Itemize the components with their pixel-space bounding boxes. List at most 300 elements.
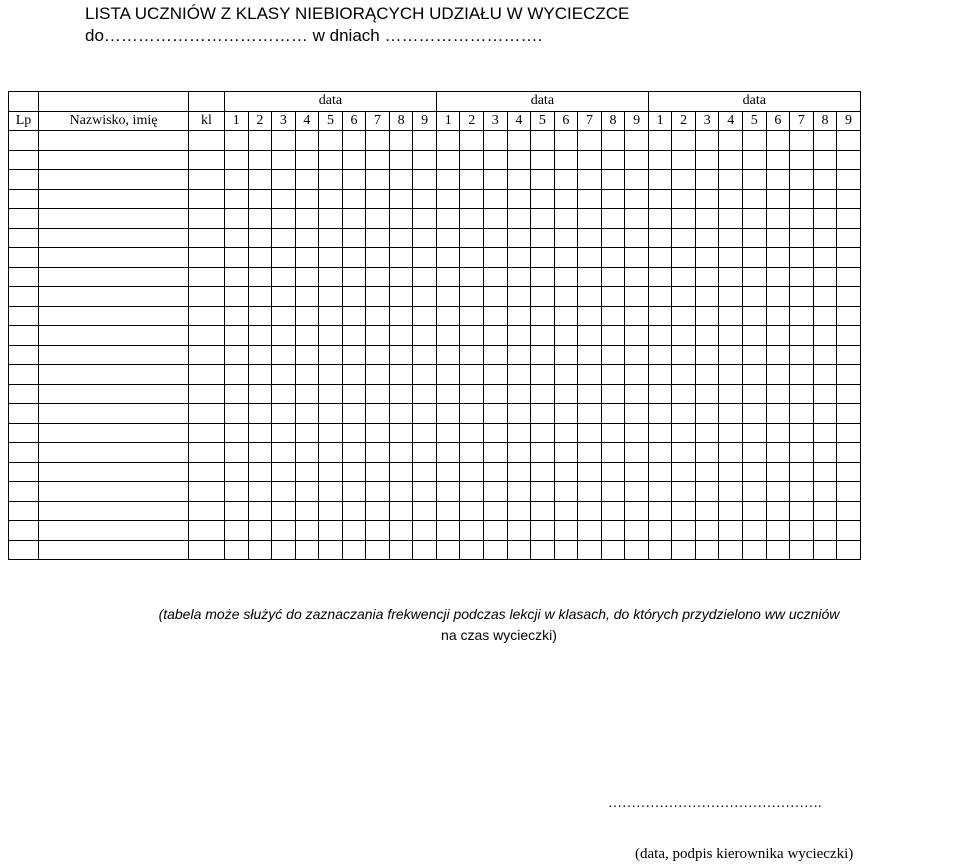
empty-cell (389, 384, 413, 404)
empty-cell (436, 345, 460, 365)
empty-cell (601, 404, 625, 424)
empty-cell (225, 131, 249, 151)
empty-cell (295, 248, 319, 268)
empty-cell (531, 131, 555, 151)
empty-cell (837, 384, 861, 404)
empty-cell (272, 423, 296, 443)
note-line-2: na czas wycieczki) (441, 627, 557, 643)
empty-cell (554, 423, 578, 443)
empty-cell (695, 248, 719, 268)
empty-cell (366, 423, 390, 443)
empty-cell (719, 345, 743, 365)
empty-cell (389, 443, 413, 463)
empty-cell (389, 345, 413, 365)
student-row (9, 443, 861, 463)
empty-cell (695, 482, 719, 502)
empty-cell (507, 443, 531, 463)
empty-cell (9, 306, 39, 326)
empty-cell (342, 228, 366, 248)
empty-cell (766, 131, 790, 151)
empty-cell (578, 248, 602, 268)
empty-cell (507, 228, 531, 248)
empty-cell (601, 462, 625, 482)
empty-cell (837, 248, 861, 268)
empty-cell (766, 267, 790, 287)
empty-cell (248, 540, 272, 560)
empty-cell (554, 462, 578, 482)
empty-cell (790, 150, 814, 170)
empty-cell (248, 131, 272, 151)
empty-cell (554, 150, 578, 170)
empty-cell (648, 267, 672, 287)
empty-cell (319, 404, 343, 424)
empty-cell (743, 521, 767, 541)
empty-cell (766, 209, 790, 229)
empty-cell (790, 345, 814, 365)
empty-cell (366, 404, 390, 424)
empty-cell (719, 326, 743, 346)
empty-cell (790, 384, 814, 404)
empty-cell (9, 345, 39, 365)
empty-cell (625, 404, 649, 424)
empty-cell (389, 189, 413, 209)
empty-cell (9, 131, 39, 151)
empty-cell (389, 326, 413, 346)
empty-cell (413, 540, 437, 560)
empty-cell (648, 306, 672, 326)
empty-cell (790, 365, 814, 385)
empty-cell (625, 228, 649, 248)
empty-cell (272, 209, 296, 229)
empty-cell (342, 209, 366, 229)
empty-cell (695, 287, 719, 307)
empty-cell (554, 443, 578, 463)
empty-cell (790, 248, 814, 268)
empty-cell (39, 287, 189, 307)
empty-cell (813, 365, 837, 385)
empty-cell (601, 501, 625, 521)
empty-cell (413, 287, 437, 307)
empty-cell (813, 462, 837, 482)
empty-cell (719, 189, 743, 209)
empty-cell (9, 150, 39, 170)
empty-cell (342, 306, 366, 326)
empty-cell (272, 384, 296, 404)
empty-cell (484, 326, 508, 346)
empty-cell (648, 404, 672, 424)
empty-cell (672, 443, 696, 463)
empty-cell (578, 384, 602, 404)
empty-cell (837, 482, 861, 502)
attendance-table (8, 91, 861, 560)
empty-cell (366, 306, 390, 326)
empty-cell (601, 540, 625, 560)
empty-cell (272, 404, 296, 424)
empty-cell (295, 365, 319, 385)
empty-cell (625, 462, 649, 482)
empty-cell (248, 443, 272, 463)
empty-cell (189, 501, 225, 521)
student-row (9, 482, 861, 502)
empty-cell (578, 345, 602, 365)
student-row (9, 345, 861, 365)
empty-cell (766, 521, 790, 541)
empty-cell (578, 209, 602, 229)
empty-cell (484, 521, 508, 541)
empty-cell (813, 228, 837, 248)
empty-cell (225, 521, 249, 541)
empty-cell (507, 540, 531, 560)
empty-cell (601, 365, 625, 385)
empty-cell (813, 384, 837, 404)
empty-cell (225, 482, 249, 502)
empty-cell (813, 189, 837, 209)
empty-cell (248, 365, 272, 385)
empty-cell (625, 345, 649, 365)
empty-cell (319, 267, 343, 287)
empty-cell (248, 228, 272, 248)
empty-cell (695, 189, 719, 209)
empty-cell (554, 267, 578, 287)
empty-cell (484, 189, 508, 209)
empty-cell (648, 521, 672, 541)
empty-cell (554, 540, 578, 560)
empty-cell (272, 462, 296, 482)
empty-cell (9, 384, 39, 404)
empty-cell (648, 131, 672, 151)
empty-cell (460, 189, 484, 209)
empty-cell (413, 423, 437, 443)
student-row (9, 228, 861, 248)
empty-cell (225, 345, 249, 365)
empty-cell (695, 345, 719, 365)
empty-cell (695, 306, 719, 326)
empty-cell (672, 209, 696, 229)
empty-cell (837, 209, 861, 229)
student-row (9, 189, 861, 209)
empty-cell (507, 267, 531, 287)
empty-cell (366, 189, 390, 209)
empty-cell (9, 540, 39, 560)
empty-cell (766, 189, 790, 209)
empty-cell (790, 287, 814, 307)
empty-cell (460, 443, 484, 463)
empty-cell (719, 540, 743, 560)
empty-cell (436, 482, 460, 502)
empty-cell (225, 150, 249, 170)
empty-cell (601, 150, 625, 170)
empty-cell (319, 306, 343, 326)
empty-cell (295, 384, 319, 404)
empty-cell (813, 287, 837, 307)
empty-cell (460, 423, 484, 443)
empty-cell (295, 501, 319, 521)
empty-cell (484, 228, 508, 248)
header-blank-cell (189, 92, 225, 112)
empty-cell (436, 540, 460, 560)
empty-cell (648, 228, 672, 248)
empty-cell (39, 404, 189, 424)
empty-cell (484, 365, 508, 385)
empty-cell (648, 345, 672, 365)
empty-cell (813, 521, 837, 541)
empty-cell (189, 345, 225, 365)
empty-cell (295, 423, 319, 443)
empty-cell (319, 326, 343, 346)
empty-cell (366, 501, 390, 521)
empty-cell (648, 423, 672, 443)
empty-cell (389, 404, 413, 424)
empty-cell (389, 365, 413, 385)
empty-cell (695, 209, 719, 229)
empty-cell (743, 423, 767, 443)
empty-cell (648, 209, 672, 229)
empty-cell (460, 521, 484, 541)
empty-cell (531, 501, 555, 521)
student-row (9, 209, 861, 229)
empty-cell (39, 228, 189, 248)
empty-cell (719, 384, 743, 404)
empty-cell (625, 131, 649, 151)
empty-cell (672, 170, 696, 190)
empty-cell (507, 404, 531, 424)
empty-cell (790, 521, 814, 541)
empty-cell (413, 384, 437, 404)
empty-cell (743, 345, 767, 365)
empty-cell (366, 462, 390, 482)
empty-cell (319, 540, 343, 560)
empty-cell (272, 306, 296, 326)
empty-cell (554, 482, 578, 502)
empty-cell (531, 170, 555, 190)
empty-cell (837, 267, 861, 287)
lesson-number-header: 3 (272, 111, 296, 131)
empty-cell (554, 209, 578, 229)
empty-cell (189, 150, 225, 170)
empty-cell (743, 131, 767, 151)
empty-cell (695, 384, 719, 404)
lesson-number-header: 3 (695, 111, 719, 131)
student-row (9, 267, 861, 287)
empty-cell (389, 150, 413, 170)
empty-cell (460, 482, 484, 502)
empty-cell (436, 326, 460, 346)
empty-cell (366, 345, 390, 365)
empty-cell (531, 248, 555, 268)
empty-cell (719, 287, 743, 307)
empty-cell (436, 228, 460, 248)
empty-cell (295, 306, 319, 326)
empty-cell (554, 287, 578, 307)
empty-cell (837, 306, 861, 326)
empty-cell (189, 228, 225, 248)
empty-cell (601, 423, 625, 443)
empty-cell (719, 365, 743, 385)
empty-cell (625, 248, 649, 268)
empty-cell (295, 170, 319, 190)
empty-cell (507, 345, 531, 365)
empty-cell (531, 365, 555, 385)
student-row (9, 365, 861, 385)
empty-cell (695, 404, 719, 424)
empty-cell (342, 540, 366, 560)
empty-cell (9, 404, 39, 424)
empty-cell (672, 501, 696, 521)
empty-cell (507, 365, 531, 385)
empty-cell (578, 228, 602, 248)
empty-cell (790, 501, 814, 521)
empty-cell (719, 443, 743, 463)
empty-cell (389, 131, 413, 151)
empty-cell (719, 482, 743, 502)
empty-cell (189, 267, 225, 287)
empty-cell (743, 189, 767, 209)
empty-cell (189, 521, 225, 541)
empty-cell (9, 326, 39, 346)
empty-cell (790, 189, 814, 209)
empty-cell (413, 501, 437, 521)
empty-cell (413, 365, 437, 385)
empty-cell (342, 404, 366, 424)
empty-cell (366, 443, 390, 463)
empty-cell (9, 209, 39, 229)
empty-cell (389, 482, 413, 502)
empty-cell (413, 404, 437, 424)
student-row (9, 404, 861, 424)
empty-cell (743, 248, 767, 268)
empty-cell (672, 540, 696, 560)
empty-cell (248, 248, 272, 268)
empty-cell (531, 345, 555, 365)
empty-cell (248, 501, 272, 521)
empty-cell (189, 540, 225, 560)
empty-cell (813, 345, 837, 365)
empty-cell (272, 287, 296, 307)
empty-cell (319, 482, 343, 502)
empty-cell (766, 462, 790, 482)
empty-cell (39, 326, 189, 346)
empty-cell (189, 287, 225, 307)
empty-cell (484, 423, 508, 443)
empty-cell (743, 540, 767, 560)
empty-cell (295, 521, 319, 541)
empty-cell (601, 170, 625, 190)
empty-cell (743, 482, 767, 502)
empty-cell (837, 345, 861, 365)
empty-cell (790, 482, 814, 502)
empty-cell (484, 267, 508, 287)
empty-cell (766, 170, 790, 190)
empty-cell (672, 248, 696, 268)
empty-cell (625, 482, 649, 502)
empty-cell (766, 443, 790, 463)
empty-cell (413, 228, 437, 248)
empty-cell (319, 365, 343, 385)
empty-cell (507, 189, 531, 209)
empty-cell (507, 248, 531, 268)
empty-cell (248, 423, 272, 443)
empty-cell (766, 150, 790, 170)
empty-cell (531, 209, 555, 229)
empty-cell (484, 501, 508, 521)
empty-cell (554, 521, 578, 541)
empty-cell (531, 384, 555, 404)
empty-cell (531, 443, 555, 463)
empty-cell (460, 248, 484, 268)
empty-cell (625, 267, 649, 287)
empty-cell (272, 150, 296, 170)
empty-cell (460, 326, 484, 346)
empty-cell (9, 443, 39, 463)
lesson-number-header: 8 (813, 111, 837, 131)
empty-cell (9, 365, 39, 385)
empty-cell (39, 209, 189, 229)
empty-cell (436, 306, 460, 326)
empty-cell (578, 423, 602, 443)
empty-cell (554, 345, 578, 365)
empty-cell (719, 404, 743, 424)
empty-cell (719, 267, 743, 287)
empty-cell (342, 443, 366, 463)
empty-cell (790, 423, 814, 443)
empty-cell (507, 423, 531, 443)
empty-cell (248, 326, 272, 346)
lesson-number-header: 7 (578, 111, 602, 131)
empty-cell (531, 267, 555, 287)
empty-cell (507, 287, 531, 307)
empty-cell (578, 482, 602, 502)
empty-cell (766, 345, 790, 365)
empty-cell (189, 209, 225, 229)
empty-cell (342, 521, 366, 541)
empty-cell (578, 150, 602, 170)
empty-cell (578, 170, 602, 190)
empty-cell (672, 150, 696, 170)
empty-cell (578, 501, 602, 521)
empty-cell (342, 287, 366, 307)
empty-cell (601, 443, 625, 463)
empty-cell (837, 131, 861, 151)
empty-cell (813, 404, 837, 424)
lesson-number-header: 6 (554, 111, 578, 131)
empty-cell (413, 189, 437, 209)
empty-cell (554, 248, 578, 268)
empty-cell (507, 384, 531, 404)
empty-cell (743, 228, 767, 248)
empty-cell (531, 540, 555, 560)
empty-cell (672, 365, 696, 385)
empty-cell (436, 365, 460, 385)
empty-cell (743, 404, 767, 424)
empty-cell (601, 228, 625, 248)
empty-cell (413, 443, 437, 463)
empty-cell (436, 423, 460, 443)
empty-cell (484, 209, 508, 229)
empty-cell (436, 170, 460, 190)
empty-cell (413, 170, 437, 190)
empty-cell (189, 423, 225, 443)
empty-cell (837, 189, 861, 209)
empty-cell (248, 345, 272, 365)
empty-cell (225, 443, 249, 463)
empty-cell (366, 482, 390, 502)
empty-cell (790, 209, 814, 229)
empty-cell (813, 423, 837, 443)
lesson-number-header: 2 (672, 111, 696, 131)
empty-cell (272, 228, 296, 248)
empty-cell (319, 345, 343, 365)
empty-cell (672, 423, 696, 443)
